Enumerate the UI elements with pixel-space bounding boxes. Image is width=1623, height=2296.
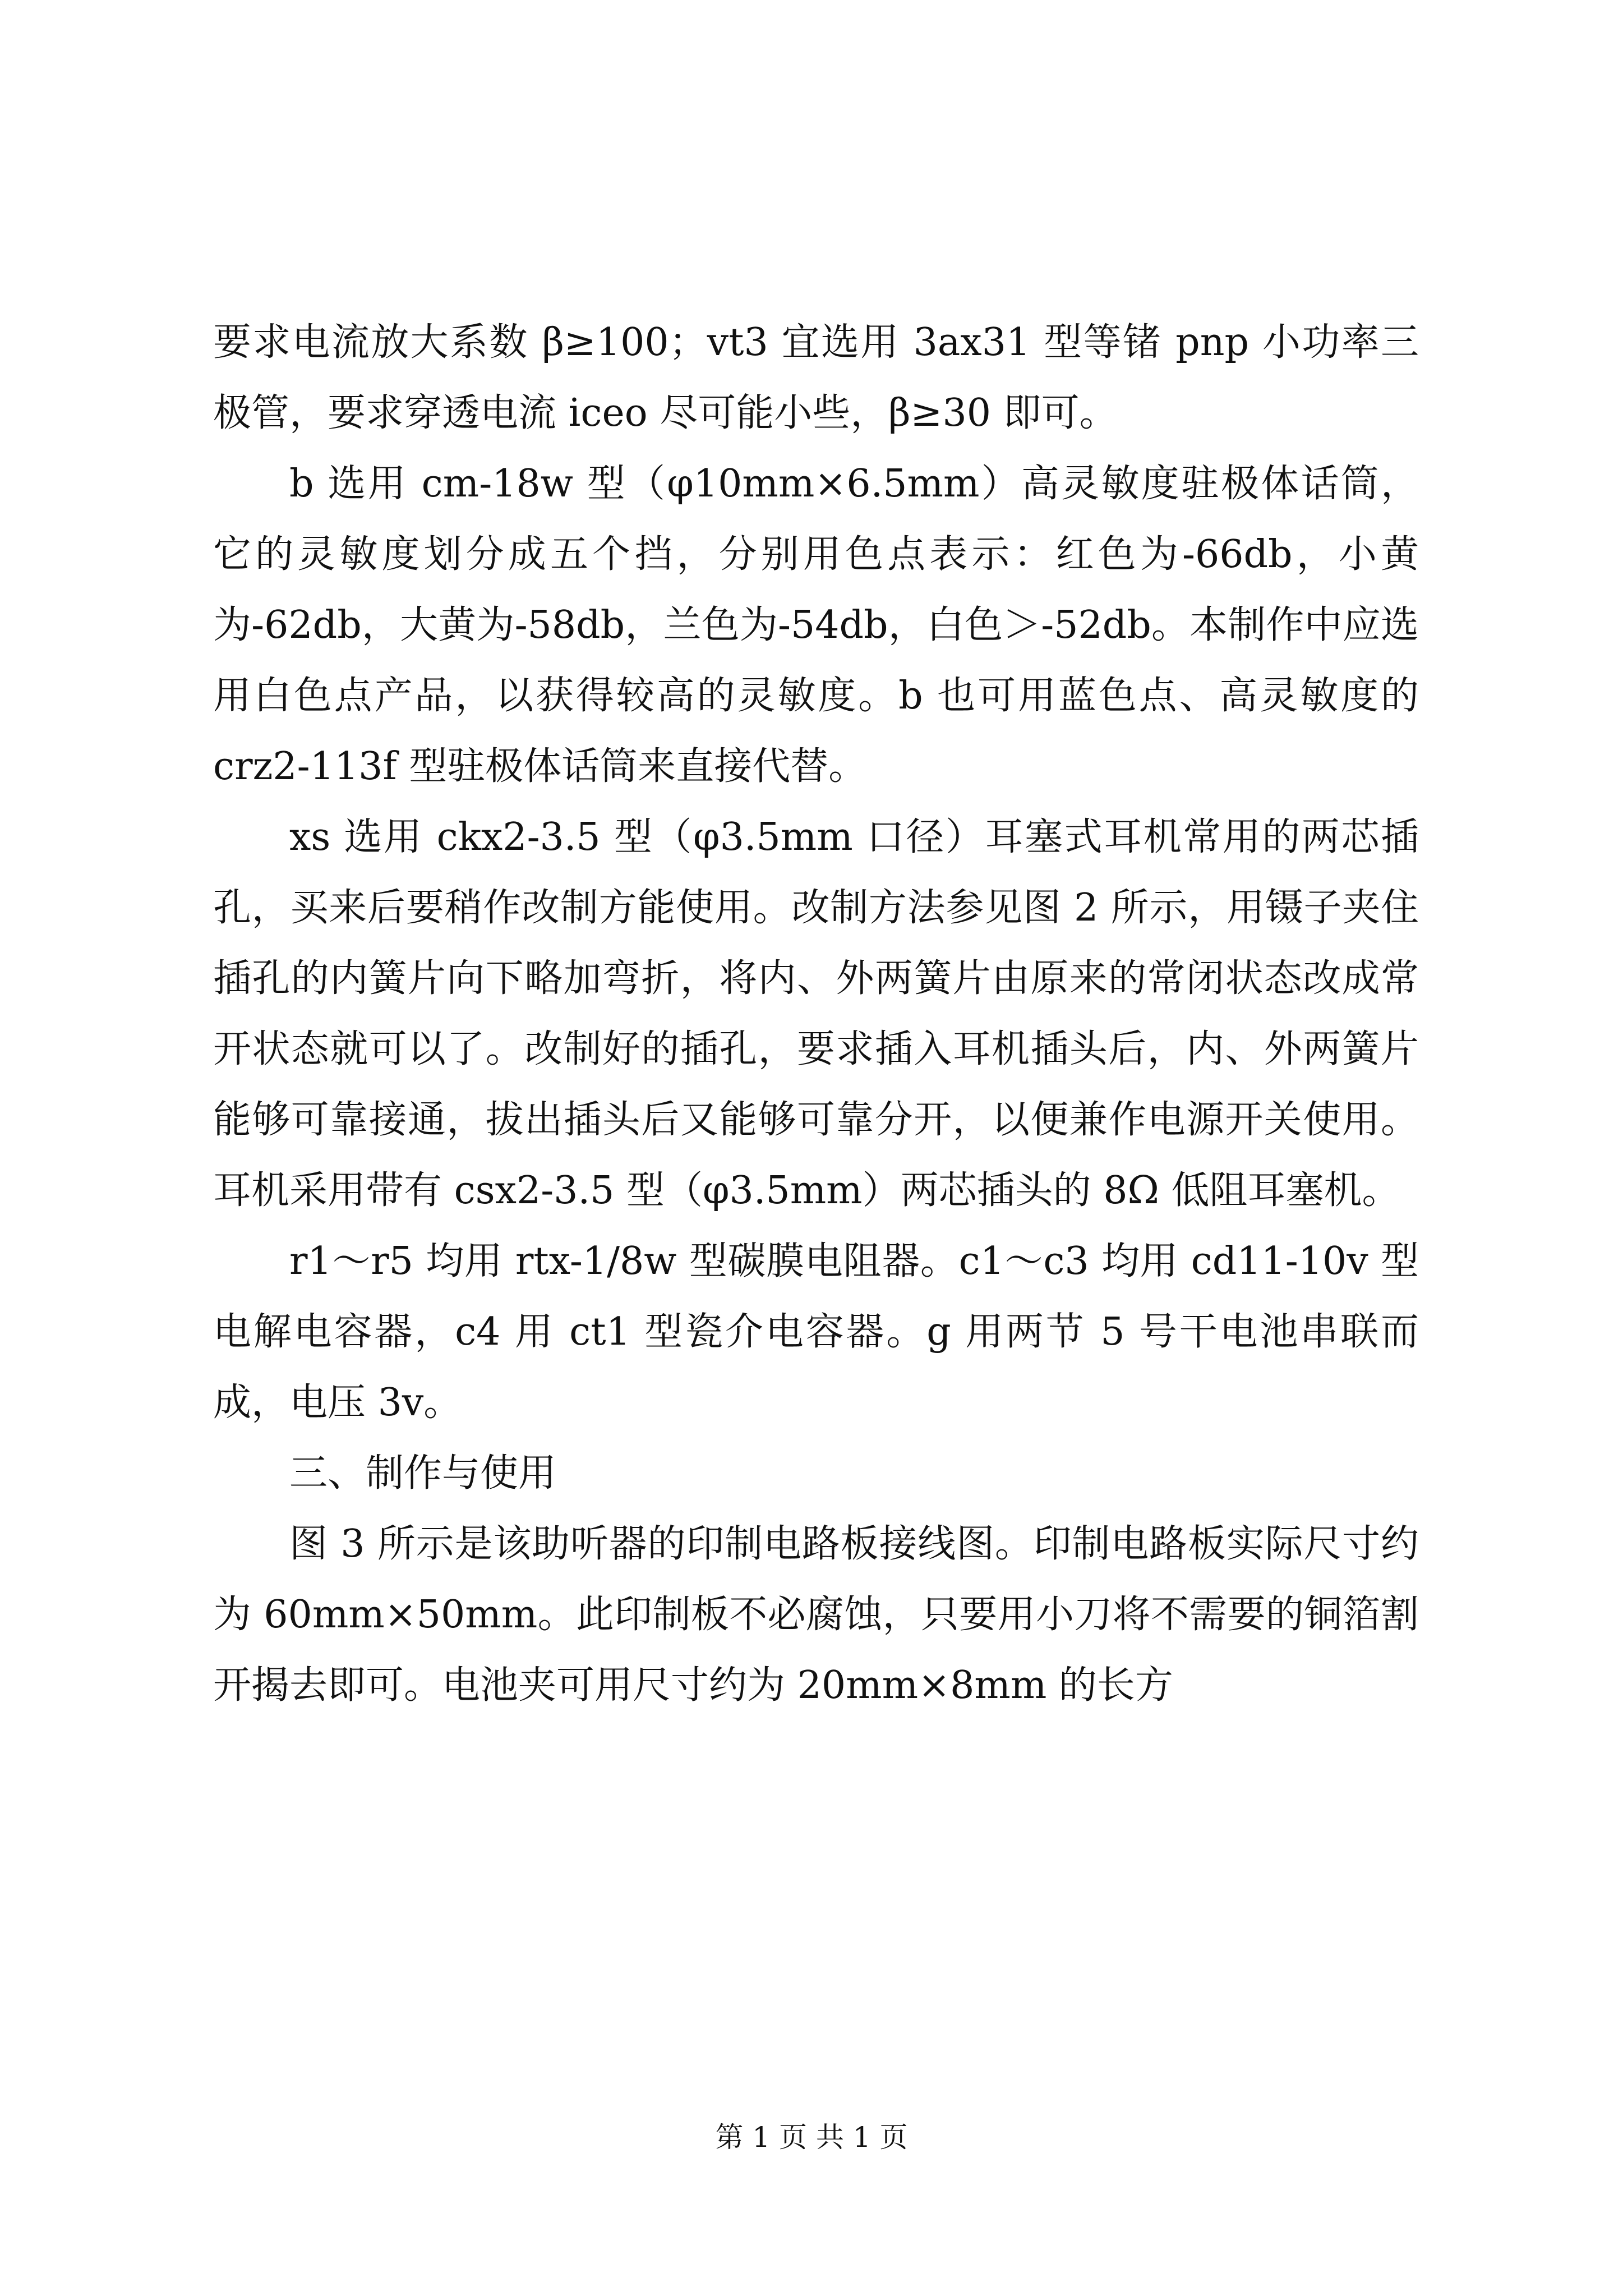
paragraph-4: r1～r5 均用 rtx-1/8w 型碳膜电阻器。c1～c3 均用 cd11-10v 型电解电容器，c4 用 ct1 型瓷介电容器。g 用两节 5 号干电池串联而成，电压 3v。 bbox=[213, 1239, 1419, 1425]
paragraph-1: 要求电流放大系数 β≥100；vt3 宜选用 3ax31 型等锗 pnp 小功率三极管，要求穿透电流 iceo 尽可能小些，β≥30 即可。 bbox=[213, 320, 1419, 435]
section-heading: 三、制作与使用 bbox=[289, 1451, 557, 1496]
page-footer: 第 1 页 共 1 页 bbox=[715, 2121, 908, 2154]
paragraph-2: b 选用 cm-18w 型（φ10mm×6.5mm）高灵敏度驻极体话筒，它的灵敏度划分成五个挡，分别用色点表示：红色为-66db，小黄为-62db，大黄为-58db，兰色为-54db，白色＞-52db。本制作中应选用白色点产品，以获得较高的灵敏度。b 也可用蓝色点、高灵敏度的 crz2-113f 型驻极体话筒来直接代替。 bbox=[213, 462, 1419, 789]
paragraph-3: xs 选用 ckx2-3.5 型（φ3.5mm 口径）耳塞式耳机常用的两芯插孔，买来后要稍作改制方能使用。改制方法参见图 2 所示，用镊子夹住插孔的内簧片向下略加弯折，将内、外两簧片由原来的常闭状态改成常开状态就可以了。改制好的插孔，要求插入耳机插头后，内、外两簧片能够可靠接通，拔出插头后又能够可靠分开，以便兼作电源开关使用。耳机采用带有 csx2-3.5 型（φ3.5mm）两芯插头的 8Ω 低阻耳塞机。 bbox=[213, 815, 1419, 1213]
body-text bbox=[213, 307, 1419, 1721]
paragraph-6: 图 3 所示是该助听器的印制电路板接线图。印制电路板实际尺寸约为 60mm×50mm。此印制板不必腐蚀，只要用小刀将不需要的铜箔割开揭去即可。电池夹可用尺寸约为 20mm×8mm 的长方 bbox=[213, 1522, 1419, 1708]
